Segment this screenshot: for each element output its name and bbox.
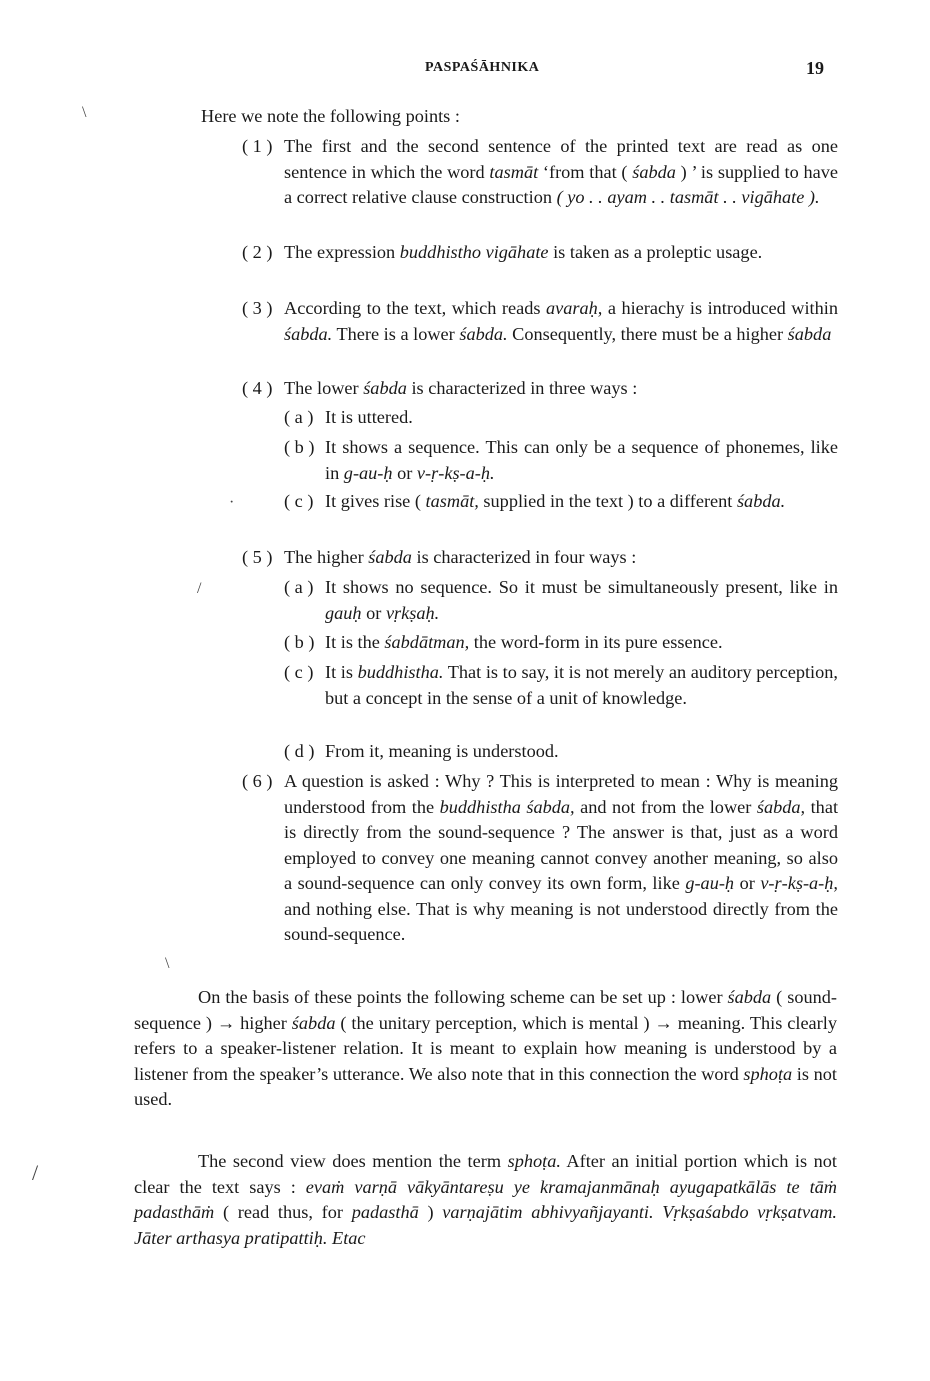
italic-term: śabda bbox=[291, 1012, 336, 1033]
paragraph-text bbox=[134, 985, 837, 1113]
point-5 bbox=[242, 545, 838, 571]
italic-term: śabda bbox=[363, 378, 407, 398]
text-run: that is directly from the sound-sequence ? The answer is that, just as a word employed to convey one meaning cannot convey another meaning, so also a sound-sequence can only convey its own form, like bbox=[284, 796, 839, 893]
point-4b bbox=[284, 435, 838, 486]
sub-point-letter: ( a ) bbox=[284, 577, 314, 597]
italic-term: buddhistha. bbox=[357, 662, 444, 682]
point-text bbox=[284, 134, 838, 211]
sub-point-letter: ( d ) bbox=[284, 741, 315, 761]
paragraph-second-view bbox=[134, 1149, 837, 1251]
italic-term: śabda bbox=[727, 987, 772, 1007]
italic-term: śabda bbox=[632, 161, 676, 182]
sub-point-text bbox=[325, 575, 838, 626]
margin-mark: / bbox=[197, 580, 202, 597]
italic-term: g-au-ḥ bbox=[685, 873, 735, 893]
italic-term: śabdātman, bbox=[384, 632, 470, 652]
italic-term: śabda bbox=[787, 323, 832, 344]
sub-point-letter: ( b ) bbox=[284, 632, 315, 652]
text-run: is characterized in three ways : bbox=[406, 378, 638, 398]
text-run: It is uttered. bbox=[325, 407, 413, 427]
point-text bbox=[284, 769, 838, 948]
italic-term: buddhistha śabda, bbox=[439, 796, 575, 817]
point-6 bbox=[242, 769, 838, 948]
point-2 bbox=[242, 240, 838, 266]
text-run: That is to say, it is not merely an auditory perception, but a concept in the sense of a unit of knowledge. bbox=[325, 662, 838, 708]
point-text bbox=[284, 240, 838, 266]
sub-point-text bbox=[325, 739, 838, 765]
text-run: It shows a sequence. This can only be a sequence of phonemes, like in bbox=[325, 437, 838, 483]
text-run: ( read thus, for bbox=[214, 1202, 352, 1222]
italic-term: v-ṛ-kṣ-a-ḥ. bbox=[416, 462, 495, 483]
italic-term: avaraḥ, bbox=[545, 298, 603, 318]
text-run: It shows no sequence. So it must be simultaneously present, like in bbox=[325, 577, 838, 597]
text-run: ) bbox=[418, 1202, 443, 1222]
italic-term: v-ṛ-kṣ-a-ḥ, bbox=[760, 873, 838, 893]
point-5b bbox=[284, 630, 838, 656]
text-run: is characterized in four ways : bbox=[411, 547, 637, 567]
margin-mark: \ bbox=[82, 104, 87, 121]
point-3 bbox=[242, 296, 838, 347]
text-run: the word-form in its pure essence. bbox=[469, 632, 723, 652]
sub-point-text bbox=[325, 630, 838, 656]
point-5d bbox=[284, 739, 838, 765]
margin-mark: \ bbox=[165, 955, 170, 972]
italic-term: g-au-ḥ bbox=[343, 462, 393, 483]
italic-term: śabda. bbox=[736, 491, 786, 511]
point-5c bbox=[284, 660, 838, 711]
italic-term: gauḥ bbox=[325, 602, 362, 623]
paragraph-text bbox=[134, 1149, 837, 1251]
italic-term: buddhistho vigāhate bbox=[399, 242, 549, 262]
italic-term: tasmāt, bbox=[425, 491, 479, 511]
text-run: It is the bbox=[325, 632, 385, 652]
italic-term: tasmāt bbox=[489, 161, 539, 182]
sub-point-text bbox=[325, 489, 838, 515]
italic-term: padasthā bbox=[351, 1202, 419, 1222]
text-run: and not from the lower bbox=[574, 796, 757, 817]
text-run: supplied in the text ) to a different bbox=[478, 491, 737, 511]
sub-point-text bbox=[325, 660, 838, 711]
text-run: The lower bbox=[284, 378, 364, 398]
sub-point-letter: ( c ) bbox=[284, 662, 314, 682]
point-number: ( 4 ) bbox=[242, 378, 273, 398]
point-text bbox=[284, 296, 838, 347]
text-run: is taken as a proleptic usage. bbox=[548, 242, 763, 262]
text-run: and nothing else. That is why meaning is not understood directly from the sound-sequence. bbox=[284, 898, 838, 944]
text-run: There is a lower bbox=[332, 323, 460, 344]
italic-term: śabda. bbox=[459, 323, 508, 344]
text-run: It gives rise ( bbox=[325, 491, 426, 511]
point-5a bbox=[284, 575, 838, 626]
text-run: ) ’ is supplied to have a correct relative clause construction bbox=[284, 161, 839, 207]
italic-term: sphoṭa. bbox=[507, 1151, 561, 1171]
chapter-title: PASPAŚĀHNIKA bbox=[425, 60, 540, 75]
text-run: ‘from that ( bbox=[538, 161, 633, 182]
text-run: Consequently, there must be a higher bbox=[507, 323, 788, 344]
point-number: ( 1 ) bbox=[242, 136, 273, 156]
text-run: The higher bbox=[284, 547, 369, 567]
point-4c bbox=[284, 489, 838, 515]
text-run: On the basis of these points the following scheme can be set up : lower bbox=[198, 987, 728, 1007]
sub-point-letter: ( c ) bbox=[284, 491, 314, 511]
point-number: ( 2 ) bbox=[242, 242, 273, 262]
text-run: ( sound-sequence ) → higher bbox=[134, 987, 838, 1033]
italic-term: varṇajātim abhivyañjayanti. Vṛkṣaśabdo vṛkṣatvam. Jāter arthasya pratipattiḥ. Etac bbox=[134, 1202, 838, 1248]
italic-term: śabda. bbox=[284, 323, 333, 344]
point-number: ( 3 ) bbox=[242, 298, 273, 318]
text-run: It is bbox=[325, 662, 358, 682]
point-text bbox=[284, 376, 838, 402]
text-run: The second view does mention the term bbox=[198, 1151, 508, 1171]
margin-mark: · bbox=[229, 494, 235, 511]
italic-term: śabda, bbox=[756, 796, 806, 817]
sub-point-text bbox=[325, 435, 838, 486]
italic-term: sphoṭa bbox=[743, 1063, 793, 1084]
italic-term: vṛkṣaḥ. bbox=[385, 602, 440, 623]
sub-point-letter: ( a ) bbox=[284, 407, 314, 427]
text-run: or bbox=[361, 602, 386, 623]
point-text bbox=[284, 545, 838, 571]
point-4 bbox=[242, 376, 838, 402]
text-run: or bbox=[734, 873, 761, 893]
text-run: A question is asked : Why ? This is interpreted to mean : Why is meaning understood from the bbox=[284, 771, 838, 817]
italic-term: śabda bbox=[368, 547, 412, 567]
italic-term: ( yo . . ayam . . tasmāt . . vigāhate ). bbox=[556, 187, 820, 207]
point-number: ( 5 ) bbox=[242, 547, 273, 567]
text-run: The first and the second sentence of the printed text are read as one sentence in which the word bbox=[284, 136, 838, 182]
sub-point-text bbox=[325, 405, 838, 431]
text-run: is not used. bbox=[134, 1063, 837, 1109]
page-number: 19 bbox=[806, 58, 824, 78]
italic-term: evaṁ varṇā vākyāntareṣu ye kramajanmānaḥ ayugapatkālās te tāṁ padasthāṁ bbox=[134, 1176, 837, 1222]
point-4a bbox=[284, 405, 838, 431]
text-run: The expression bbox=[284, 242, 400, 262]
text-run: According to the text, which reads bbox=[284, 298, 546, 318]
text-run: or bbox=[392, 462, 417, 483]
point-number: ( 6 ) bbox=[242, 771, 273, 791]
intro-line: Here we note the following points : bbox=[201, 106, 460, 126]
running-header bbox=[0, 58, 930, 82]
text-run: ( the unitary perception, which is mental ) → meaning. This clearly refers to a speaker-listener relation. It is meant to explain how meaning is understood by a listener from the speaker’s utterance. We also note that in this connection the word bbox=[134, 1012, 837, 1084]
paragraph-scheme bbox=[134, 985, 837, 1113]
text-run: a hierachy is introduced within bbox=[602, 298, 838, 318]
sub-point-letter: ( b ) bbox=[284, 437, 315, 457]
point-1 bbox=[242, 134, 838, 211]
text-run: After an initial portion which is not clear the text says : bbox=[134, 1151, 837, 1197]
text-run: From it, meaning is understood. bbox=[325, 741, 559, 761]
margin-mark: / bbox=[32, 1160, 39, 1185]
